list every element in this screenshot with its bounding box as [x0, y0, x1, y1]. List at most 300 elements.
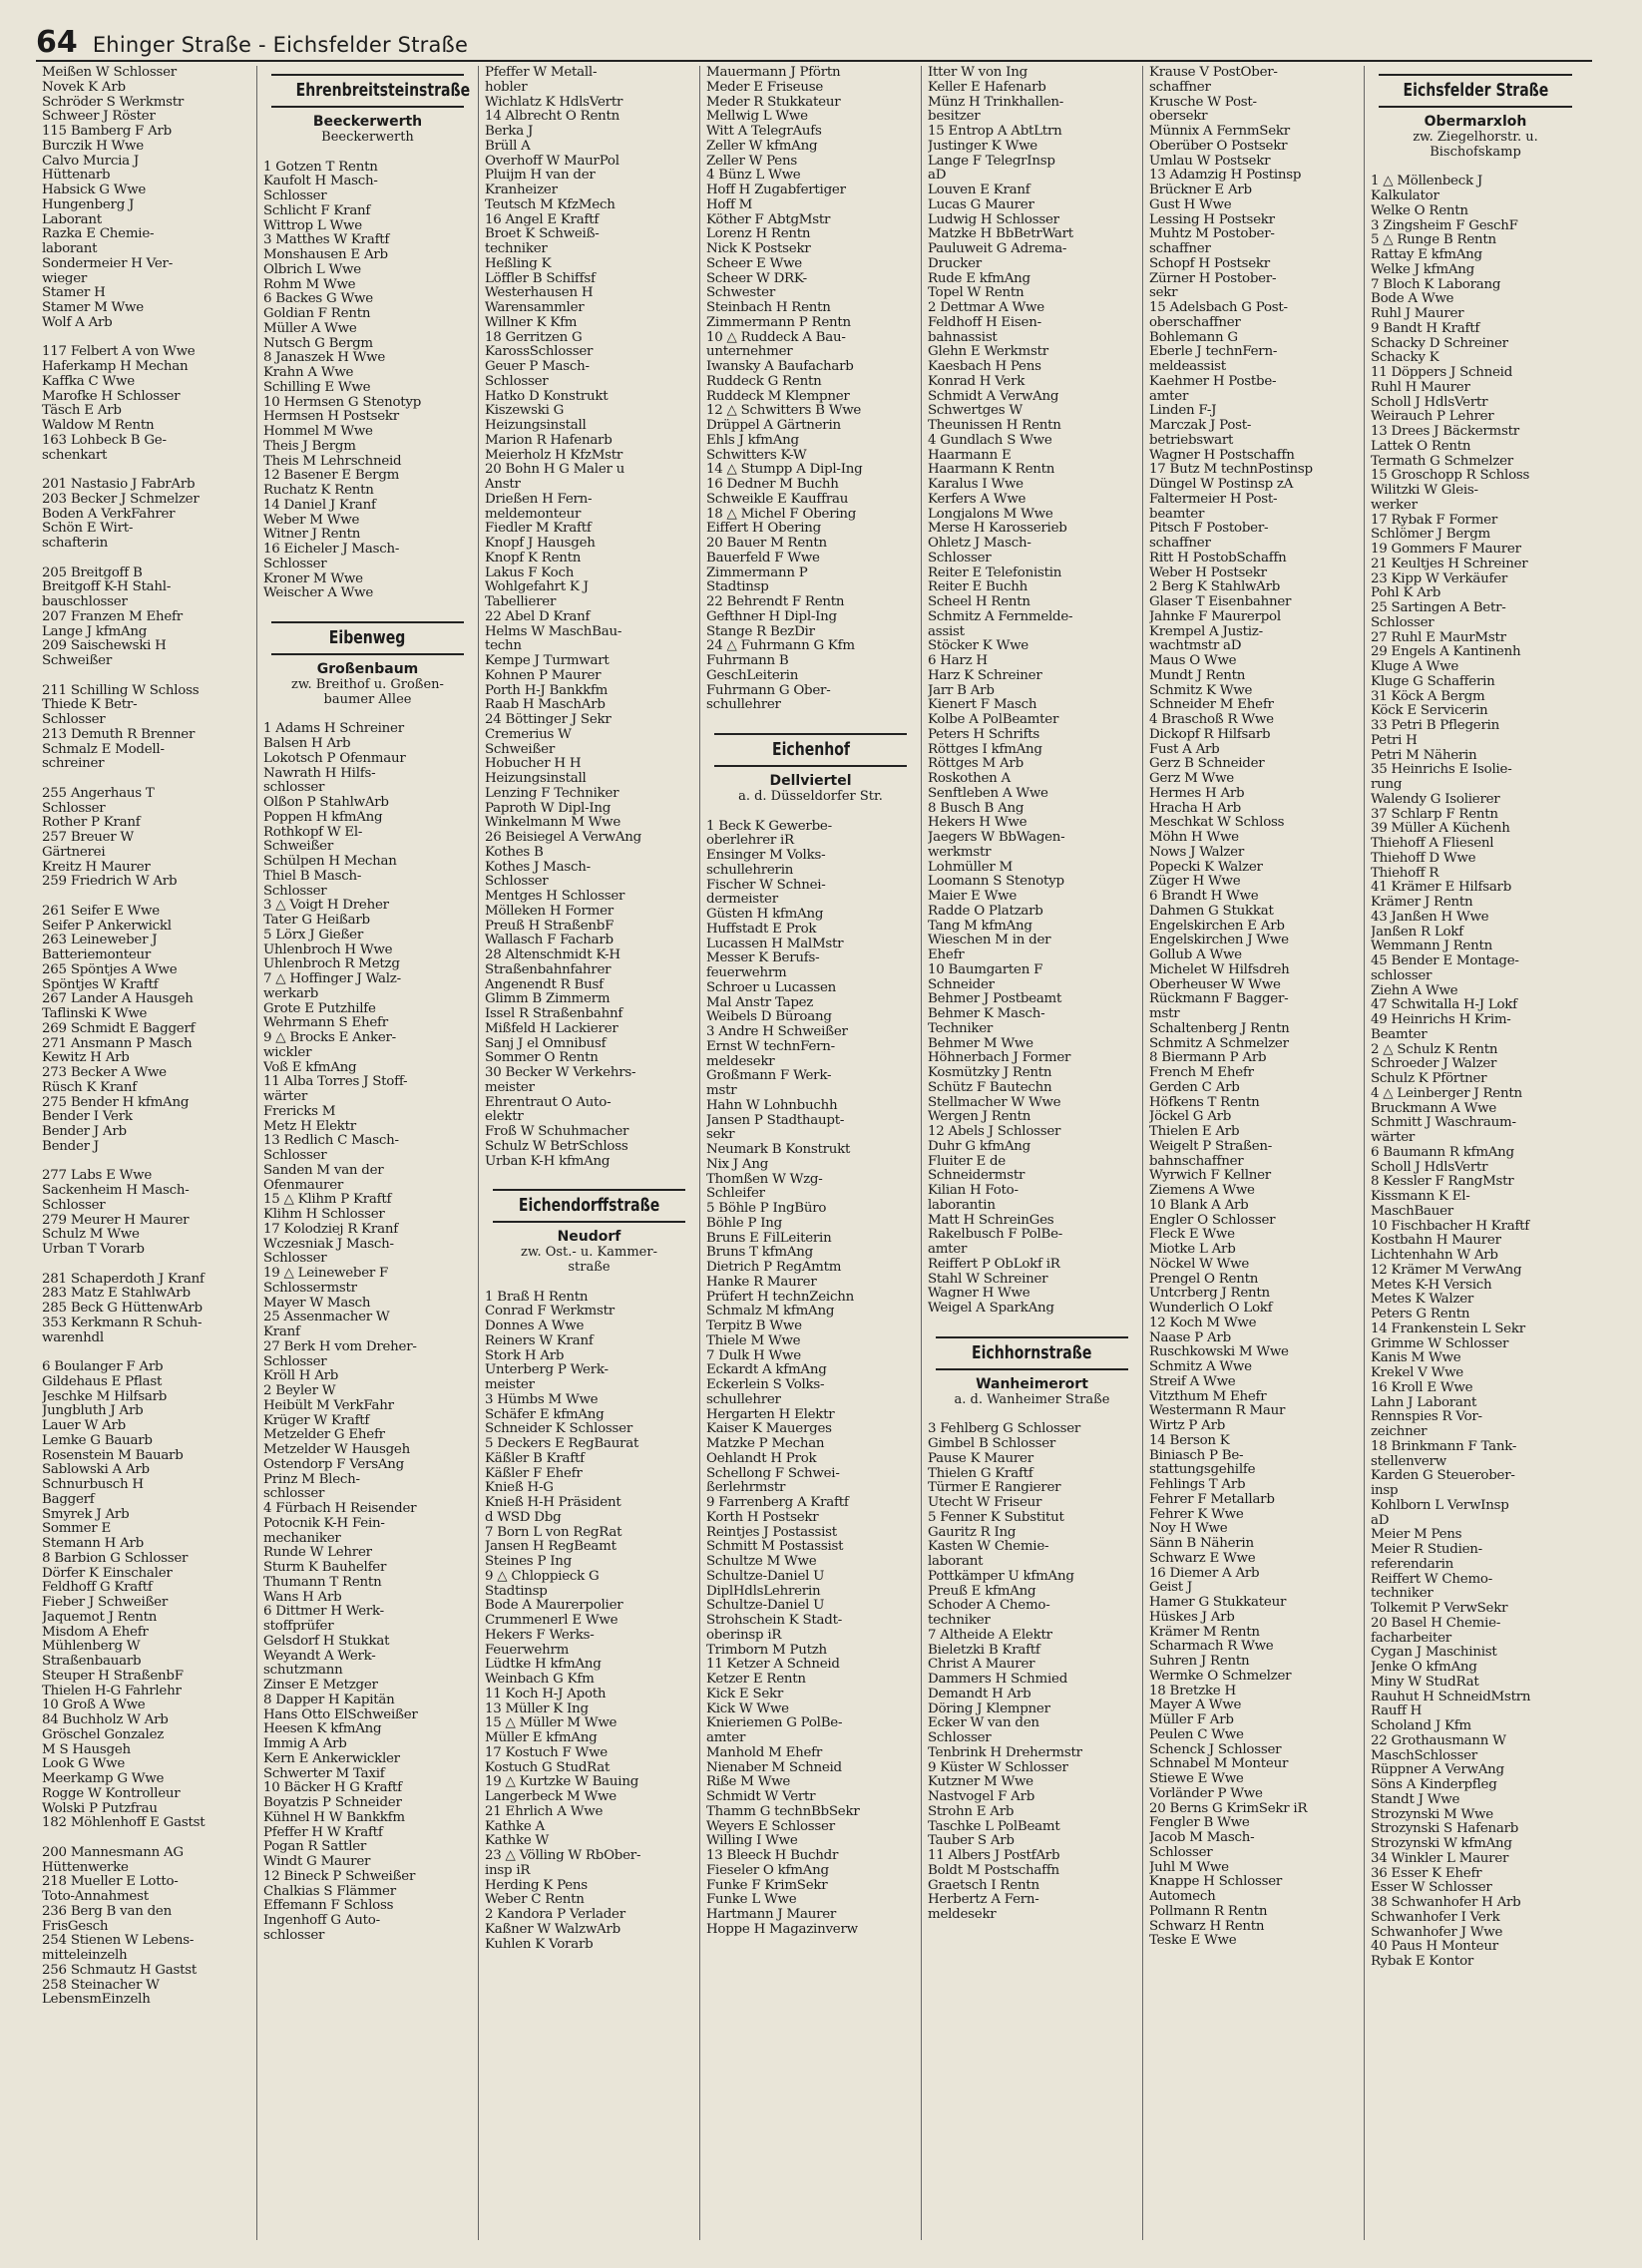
resident-entry: Reintjes J Postassist [706, 1525, 837, 1540]
resident-entry: Ziehn A Wwe [1371, 983, 1458, 998]
resident-entry: Käßler B Kraftf [485, 1451, 585, 1466]
resident-entry: Kranf [263, 1325, 300, 1339]
resident-entry: Hermes H Arb [1149, 786, 1245, 801]
resident-entry: Türmer E Rangierer [928, 1481, 1061, 1496]
resident-entry: Thomßen W Wzg- [706, 1172, 823, 1187]
resident-entry: Nix J Ang [706, 1157, 769, 1172]
resident-entry: Goldian F Rentn [263, 307, 371, 321]
resident-entry: 22 Abel D Kranf [485, 609, 591, 624]
resident-entry: Schröder S Werkmstr [42, 95, 185, 110]
resident-entry: Kutzner M Wwe [928, 1775, 1033, 1790]
resident-entry: Laborant [42, 212, 102, 227]
resident-entry: wieger [42, 271, 88, 286]
resident-entry: schaffner [1149, 537, 1211, 551]
resident-entry: Schülpen H Mechan [263, 855, 397, 869]
resident-entry: Schilling E Wwe [263, 380, 371, 395]
resident-entry: Ruhl H Maurer [1371, 380, 1470, 395]
resident-entry: Wehrmann S Ehefr [263, 1016, 388, 1031]
resident-entry: Schwester [706, 286, 776, 301]
resident-entry: Schacky D Schreiner [1371, 336, 1508, 351]
resident-entry: Voß E kfmAng [263, 1060, 357, 1075]
resident-entry: Gildehaus E Pflast [42, 1374, 163, 1389]
resident-entry: Baggerf [42, 1492, 95, 1507]
resident-entry: meldemonteur [485, 507, 582, 522]
resident-entry: Schäfer E kfmAng [485, 1407, 605, 1422]
resident-entry: Karalus I Wwe [928, 478, 1024, 492]
resident-entry: 218 Mueller E Lotto- [42, 1875, 179, 1890]
resident-entry: Vorländer P Wwe [1149, 1786, 1263, 1801]
entry-gap [42, 331, 250, 346]
resident-entry: Müller E kfmAng [485, 1731, 598, 1745]
resident-entry: Röttges I kfmAng [928, 742, 1042, 757]
resident-entry: Terpitz B Wwe [706, 1320, 802, 1333]
resident-entry: Paproth W Dipl-Ing [485, 801, 612, 816]
resident-entry: Krempel A Justiz- [1149, 624, 1263, 639]
resident-entry: Konrad H Verk [928, 374, 1026, 389]
resident-entry: Petri M Näherin [1371, 748, 1477, 763]
resident-entry: 7 Dulk H Wwe [706, 1348, 801, 1363]
resident-entry: Popecki K Walzer [1149, 860, 1263, 875]
resident-entry: 11 Alba Torres J Stoff- [263, 1075, 408, 1090]
resident-entry: 10 Hermsen G Stenotyp [263, 395, 422, 410]
street-heading [271, 74, 471, 108]
resident-entry: Straßenbauarb [42, 1655, 142, 1669]
resident-entry: Bender J [42, 1139, 99, 1154]
resident-entry: Theis M Lehrschneid [263, 454, 402, 469]
resident-entry: Stellmacher W Wwe [928, 1095, 1061, 1110]
resident-entry: 15 Entrop A AbtLtrn [928, 125, 1062, 139]
resident-entry: 20 Basel H Chemie- [1371, 1616, 1501, 1631]
page-header [36, 26, 1592, 62]
resident-entry: Donnes A Wwe [485, 1320, 585, 1333]
resident-entry: Gröschel Gonzalez [42, 1727, 165, 1742]
resident-entry: Frericks M [263, 1104, 336, 1119]
resident-entry: insp iR [485, 1863, 531, 1878]
resident-entry: Dietrich P RegAmtm [706, 1261, 842, 1275]
directory-column-1 [36, 66, 257, 2240]
resident-entry: Rogge W Kontrolleur [42, 1786, 181, 1801]
resident-entry: Waldow M Rentn [42, 419, 155, 433]
resident-entry: Poppen H kfmAng [263, 810, 383, 825]
resident-entry: Schenck J Schlosser [1149, 1742, 1282, 1757]
resident-entry: Metes K-H Versich [1371, 1278, 1492, 1293]
resident-entry: oberlehrer iR [706, 834, 794, 849]
resident-entry: Fust A Arb [1149, 742, 1220, 757]
resident-entry: Stamer M Wwe [42, 301, 144, 315]
resident-entry: beamter [1149, 507, 1205, 522]
resident-entry: 2 Dettmar A Wwe [928, 301, 1044, 315]
resident-entry: Preuß H StraßenbF [485, 919, 615, 934]
resident-entry: Messer K Berufs- [706, 951, 820, 966]
resident-entry: Gefthner H Dipl-Ing [706, 609, 837, 624]
street-heading [714, 733, 907, 767]
resident-entry: Fieseler O kfmAng [706, 1863, 829, 1878]
resident-entry: 31 Köck A Bergm [1371, 689, 1485, 704]
resident-entry: Haarmann E [928, 448, 1012, 463]
resident-entry: 6 Brandt H Wwe [1149, 890, 1259, 904]
resident-entry: Cygan J Maschinist [1371, 1646, 1497, 1661]
resident-entry: Naase P Arb [1149, 1330, 1231, 1345]
resident-entry: Schlosser [485, 875, 549, 890]
resident-entry: Lahn J Laborant [1371, 1395, 1477, 1410]
resident-entry: Winkelmann M Wwe [485, 816, 621, 831]
resident-entry: Wermke O Schmelzer [1149, 1669, 1292, 1684]
resident-entry: 6 Baumann R kfmAng [1371, 1145, 1514, 1160]
resident-entry: Petri H [1371, 733, 1418, 748]
resident-entry: Wagner H Postschaffn [1149, 448, 1295, 463]
resident-entry: Hommel M Wwe [263, 425, 373, 439]
resident-entry: Schlossermstr [263, 1281, 357, 1296]
resident-entry: Kick E Sekr [706, 1687, 784, 1701]
resident-entry: Streif A Wwe [1149, 1374, 1236, 1389]
resident-entry: Stemann H Arb [42, 1537, 144, 1551]
resident-entry: 8 Kessler F RangMstr [1371, 1175, 1514, 1190]
resident-entry: Kluge G Schafferin [1371, 674, 1495, 689]
resident-entry: Bode A Wwe [1371, 292, 1454, 307]
resident-entry: Langerbeck M Wwe [485, 1790, 616, 1804]
resident-entry: Sommer O Rentn [485, 1051, 599, 1066]
resident-entry: Weischer A Wwe [263, 586, 374, 601]
resident-entry: Bohlemann G [1149, 330, 1238, 345]
resident-entry: Jöckel G Arb [1149, 1110, 1232, 1125]
resident-entry: Look G Wwe [42, 1757, 125, 1772]
resident-entry: Nutsch G Bergm [263, 336, 373, 351]
resident-entry: 29 Engels A Kantinenh [1371, 645, 1521, 660]
resident-entry: Smyrek J Arb [42, 1507, 130, 1522]
resident-entry: 10 Blank A Arb [1149, 1198, 1249, 1213]
resident-entry: 35 Heinrichs E Isolie- [1371, 763, 1512, 778]
resident-entry: Löffler B Schiffsf [485, 271, 596, 286]
resident-entry: Taflinski K Wwe [42, 1007, 148, 1021]
resident-entry: 10 Groß A Wwe [42, 1699, 146, 1713]
resident-entry: 18 Brinkmann F Tank- [1371, 1439, 1517, 1454]
resident-entry: 200 Mannesmann AG [42, 1845, 184, 1860]
resident-entry: Preuß E kfmAng [928, 1584, 1036, 1599]
entry-gap [42, 772, 250, 787]
resident-entry: 15 △ Müller M Wwe [485, 1716, 617, 1731]
resident-entry: Schlosser [263, 884, 327, 899]
resident-entry: Pottkämper U kfmAng [928, 1569, 1074, 1584]
resident-entry: Jeschke M Hilfsarb [42, 1389, 168, 1404]
resident-entry: assist [928, 624, 965, 639]
resident-entry: Schwanhofer I Verk [1371, 1910, 1500, 1925]
resident-entry: Rennspies R Vor- [1371, 1410, 1482, 1425]
resident-entry: Kostuch G StudRat [485, 1760, 611, 1775]
resident-entry: 13 Adamzig H Postinsp [1149, 169, 1302, 184]
resident-entry: Krause V PostOber- [1149, 66, 1278, 80]
resident-entry: wachtmstr aD [1149, 639, 1242, 654]
resident-entry: 14 △ Stumpp A Dipl-Ing [706, 463, 863, 478]
resident-entry: Wolf A Arb [42, 315, 113, 330]
resident-entry: bauschlosser [42, 595, 128, 609]
resident-entry: Longjalons M Wwe [928, 507, 1053, 522]
resident-entry: Neumark B Konstrukt [706, 1143, 851, 1157]
resident-entry: Geist J [1149, 1581, 1193, 1596]
resident-entry: Iwansky A Baufacharb [706, 360, 854, 374]
resident-entry: 23 △ Völling W RbOber- [485, 1849, 641, 1863]
resident-entry: Ruhl J Maurer [1371, 307, 1464, 321]
resident-entry: Toto-Annahmest [42, 1890, 149, 1904]
resident-entry: Itter W von Ing [928, 66, 1027, 80]
resident-entry: 6 Dittmer H Werk- [263, 1605, 384, 1620]
resident-entry: 283 Matz E StahlwArb [42, 1287, 191, 1302]
page-number: 64 [36, 25, 78, 60]
resident-entry: Bruckmann A Wwe [1371, 1101, 1496, 1116]
resident-entry: Esser W Schlosser [1371, 1881, 1492, 1896]
resident-entry: werkmstr [928, 845, 992, 860]
resident-entry: Miotke L Arb [1149, 1243, 1236, 1257]
resident-entry: Strozynski M Wwe [1371, 1807, 1493, 1822]
resident-entry: Mißfeld H Lackierer [485, 1021, 618, 1036]
resident-entry: Teutsch M KfzMech [485, 197, 616, 212]
resident-entry: Cremerius W [485, 727, 572, 742]
resident-entry: amter [706, 1731, 746, 1745]
resident-entry: mstr [706, 1084, 737, 1098]
street-location: a. d. Wanheimer Straße [954, 1391, 1110, 1407]
resident-entry: Maus O Wwe [1149, 654, 1237, 668]
resident-entry: Marofke H Schlosser [42, 389, 181, 404]
resident-entry: Christ A Maurer [928, 1658, 1035, 1673]
resident-entry: MaschBauer [1371, 1204, 1453, 1219]
resident-entry: Kothes B [485, 845, 544, 860]
resident-entry: Döring J Klempner [928, 1701, 1050, 1716]
resident-entry: facharbeiter [1371, 1631, 1451, 1646]
resident-entry: 163 Lohbeck B Ge- [42, 433, 167, 448]
resident-entry: Jaquemot J Rentn [42, 1610, 158, 1625]
resident-entry: elektr [485, 1110, 524, 1125]
resident-entry: Feldhoff H Eisen- [928, 315, 1041, 330]
resident-entry: Knopf K Rentn [485, 551, 582, 566]
resident-entry: Rüsch K Kranf [42, 1080, 137, 1095]
resident-entry: 8 Dapper H Kapitän [263, 1693, 395, 1707]
resident-entry: schlosser [263, 1487, 325, 1502]
resident-entry: Razka E Chemie- [42, 227, 155, 242]
resident-entry: Nastvogel F Arb [928, 1790, 1035, 1804]
resident-entry: Bruns T kfmAng [706, 1246, 813, 1261]
resident-entry: Oberheuser W Wwe [1149, 977, 1281, 992]
resident-entry: techniker [485, 242, 548, 256]
resident-entry: 20 Bohn H G Maler u [485, 463, 625, 478]
resident-entry: Stöcker K Wwe [928, 639, 1028, 654]
resident-entry: Oberüber O Postsekr [1149, 139, 1288, 154]
directory-column-7 [1365, 66, 1586, 2240]
resident-entry: Nows J Walzer [1149, 845, 1244, 860]
resident-entry: Schön E Wirt- [42, 522, 134, 537]
resident-entry: Kohlborn L VerwInsp [1371, 1498, 1509, 1513]
resident-entry: meldesekr [928, 1908, 997, 1922]
resident-entry: Faltermeier H Post- [1149, 492, 1278, 507]
street-name: Eibenweg [329, 627, 406, 648]
resident-entry: Rattay E kfmAng [1371, 248, 1482, 262]
resident-entry: 17 Rybak F Former [1371, 513, 1497, 528]
resident-entry: Ernst W technFern- [706, 1039, 835, 1054]
resident-entry: Hanke R Maurer [706, 1275, 817, 1290]
resident-entry: Spöntjes W Kraftf [42, 977, 159, 992]
resident-entry: Kathke A [485, 1819, 545, 1834]
resident-entry: Krämer M Rentn [1149, 1625, 1260, 1640]
resident-entry: Lucas G Maurer [928, 197, 1034, 212]
resident-entry: Gerz B Schneider [1149, 757, 1265, 772]
resident-entry: laborant [42, 242, 98, 256]
resident-entry: Ruchatz K Rentn [263, 484, 374, 498]
resident-entry: Meerkamp G Wwe [42, 1772, 165, 1786]
resident-entry: 27 Berk H vom Dreher- [263, 1339, 417, 1354]
resident-entry: 265 Spöntjes A Wwe [42, 962, 178, 977]
resident-entry: Stadtinsp [706, 580, 769, 595]
resident-entry: Tolkemit P VerwSekr [1371, 1602, 1508, 1616]
resident-entry: 39 Müller A Küchenh [1371, 822, 1510, 837]
resident-entry: 16 Angel E Kraftf [485, 212, 600, 227]
resident-entry: Jungbluth J Arb [42, 1404, 144, 1419]
resident-entry: 12 △ Schwitters B Wwe [706, 404, 862, 419]
resident-entry: Schlosser [263, 1354, 327, 1369]
resident-entry: Schulz K Pförtner [1371, 1072, 1487, 1086]
resident-entry: Schweer J Röster [42, 110, 156, 125]
resident-entry: 7 △ Hoffinger J Walz- [263, 972, 401, 986]
resident-entry: Riße M Wwe [706, 1775, 791, 1790]
resident-entry: Ruschkowski M Wwe [1149, 1345, 1289, 1360]
resident-entry: 4 Gundlach S Wwe [928, 433, 1052, 448]
resident-entry: techniker [1371, 1587, 1434, 1602]
resident-entry: Issel R Straßenbahnf [485, 1007, 623, 1021]
resident-entry: Ehls J kfmAng [706, 433, 799, 448]
resident-entry: Justinger K Wwe [928, 139, 1037, 154]
resident-entry: 4 △ Leinberger J Rentn [1371, 1086, 1522, 1101]
resident-entry: sekr [1149, 286, 1178, 301]
resident-entry: Eckerlein S Volks- [706, 1378, 825, 1392]
resident-entry: Untcrberg J Rentn [1149, 1287, 1270, 1302]
resident-entry: Theunissen H Rentn [928, 419, 1061, 433]
resident-entry: Pohl K Arb [1371, 586, 1441, 601]
resident-entry: 14 Albrecht O Rentn [485, 110, 620, 125]
resident-entry: Thielen E Arb [1149, 1125, 1240, 1139]
resident-entry: Ruddeck G Rentn [706, 374, 822, 389]
resident-entry: Schweißer [485, 742, 555, 757]
resident-entry: Utecht W Friseur [928, 1496, 1042, 1510]
resident-entry: Termath G Schmelzer [1371, 454, 1513, 469]
resident-entry: Glehn E Werkmstr [928, 345, 1048, 360]
resident-entry: Schultze-Daniel U [706, 1599, 825, 1614]
resident-entry: Ludwig H Schlosser [928, 212, 1059, 227]
resident-entry: Sommer E [42, 1522, 111, 1537]
resident-entry: aD [928, 169, 947, 184]
entry-gap [42, 463, 250, 478]
resident-entry: Wittrop L Wwe [263, 218, 362, 233]
resident-entry: Pfeffer H W Kraftf [263, 1825, 383, 1840]
resident-entry: Urban K-H kfmAng [485, 1154, 611, 1169]
resident-entry: Reiffert W Chemo- [1371, 1572, 1493, 1587]
resident-entry: Karden G Steuerober- [1371, 1469, 1515, 1484]
resident-entry: warenhdl [42, 1330, 104, 1345]
resident-entry: Dörfer K Einschaler [42, 1566, 173, 1581]
resident-entry: Fischer W Schnei- [706, 878, 826, 893]
resident-entry: 40 Paus H Monteur [1371, 1940, 1498, 1955]
resident-entry: Manhold M Ehefr [706, 1745, 823, 1760]
street-location: Beeckerwerth [321, 130, 414, 145]
resident-entry: Fehlings T Arb [1149, 1478, 1246, 1492]
resident-entry: schullehrer [706, 698, 781, 713]
resident-entry: Schaltenberg J Rentn [1149, 1021, 1290, 1036]
resident-entry: Kick W Wwe [706, 1701, 789, 1716]
resident-entry: Hüskes J Arb [1149, 1610, 1235, 1625]
resident-entry: Rothkopf W El- [263, 825, 363, 840]
resident-entry: Kissmann K El- [1371, 1190, 1470, 1204]
street-location: zw. Ost.- u. Kammer- [521, 1245, 657, 1261]
resident-entry: Hekers F Werks- [485, 1628, 595, 1643]
resident-entry: Wagner H Wwe [928, 1287, 1030, 1302]
resident-entry: Strozynski S Hafenarb [1371, 1822, 1519, 1837]
resident-entry: Wergen J Rentn [928, 1110, 1031, 1125]
resident-entry: Schneidermstr [928, 1169, 1026, 1184]
resident-entry: 17 Butz M technPostinsp [1149, 463, 1313, 478]
resident-entry: Rückmann F Bagger- [1149, 992, 1289, 1007]
resident-entry: Techniker [928, 1021, 994, 1036]
resident-entry: 4 Bünz L Wwe [706, 169, 801, 184]
resident-entry: Mentges H Schlosser [485, 890, 625, 904]
resident-entry: Taschke L PolBeamt [928, 1819, 1060, 1834]
resident-entry: Heibült M VerkFahr [263, 1398, 394, 1413]
resident-entry: 20 Berns G KrimSekr iR [1149, 1801, 1308, 1816]
resident-entry: 117 Felbert A von Wwe [42, 345, 196, 360]
resident-entry: oberinsp iR [706, 1628, 782, 1643]
resident-entry: 9 Küster W Schlosser [928, 1760, 1068, 1775]
resident-entry: Knopf J Hausgeh [485, 537, 596, 551]
resident-entry: 10 △ Ruddeck A Bau- [706, 330, 846, 345]
resident-entry: Höfkens T Rentn [1149, 1095, 1260, 1110]
resident-entry: Sanden M van der [263, 1163, 384, 1178]
resident-entry: Jenke O kfmAng [1371, 1661, 1477, 1675]
resident-entry: Bode A Maurerpolier [485, 1599, 623, 1614]
resident-entry: 25 Assenmacher W [263, 1311, 390, 1325]
resident-entry: Stiewe E Wwe [1149, 1772, 1244, 1786]
resident-entry: 21 Ehrlich A Wwe [485, 1804, 604, 1819]
resident-entry: Porth H-J Bankkfm [485, 683, 609, 698]
resident-entry: werkarb [263, 986, 319, 1001]
resident-entry: Schütz F Bautechn [928, 1080, 1052, 1095]
resident-entry: Walendy G Isolierer [1371, 792, 1500, 807]
resident-entry: laborantin [928, 1198, 996, 1213]
resident-entry: Immig A Arb [263, 1737, 347, 1751]
resident-entry: schreiner [42, 757, 105, 772]
resident-entry: Scheel H Rentn [928, 595, 1030, 609]
entry-gap [1371, 161, 1580, 176]
resident-entry: Trimborn M Putzh [706, 1643, 827, 1658]
resident-entry: Reiter E Buchh [928, 580, 1027, 595]
resident-entry: 211 Schilling W Schloss [42, 683, 200, 698]
resident-entry: Scharmach R Wwe [1149, 1640, 1274, 1655]
resident-entry: Behmer J Postbeamt [928, 992, 1062, 1007]
street-heading [936, 1336, 1128, 1370]
resident-entry: MaschSchlosser [1371, 1748, 1477, 1763]
resident-entry: stoffprüfer [263, 1620, 334, 1634]
resident-entry: schullehrer [706, 1392, 781, 1407]
resident-entry: 263 Leineweber J [42, 934, 158, 948]
resident-entry: stellenverw [1371, 1454, 1446, 1469]
resident-entry: Steuper H StraßenbF [42, 1669, 184, 1684]
resident-entry: 205 Breitgoff B [42, 566, 143, 580]
resident-entry: Oehlandt H Prok [706, 1451, 817, 1466]
resident-entry: 353 Kerkmann R Schuh- [42, 1316, 203, 1330]
resident-entry: Hermsen H Postsekr [263, 410, 399, 425]
resident-entry: Pause K Maurer [928, 1451, 1033, 1466]
resident-entry: Lessing H Postsekr [1149, 212, 1275, 227]
entry-gap [42, 1345, 250, 1360]
resident-entry: Schulz W BetrSchloss [485, 1139, 628, 1154]
resident-entry: Feuerwehrm [485, 1643, 570, 1658]
resident-entry: Ziemens A Wwe [1149, 1184, 1255, 1198]
resident-entry: Düngel W Postinsp zA [1149, 478, 1294, 492]
resident-entry: werker [1371, 498, 1418, 513]
